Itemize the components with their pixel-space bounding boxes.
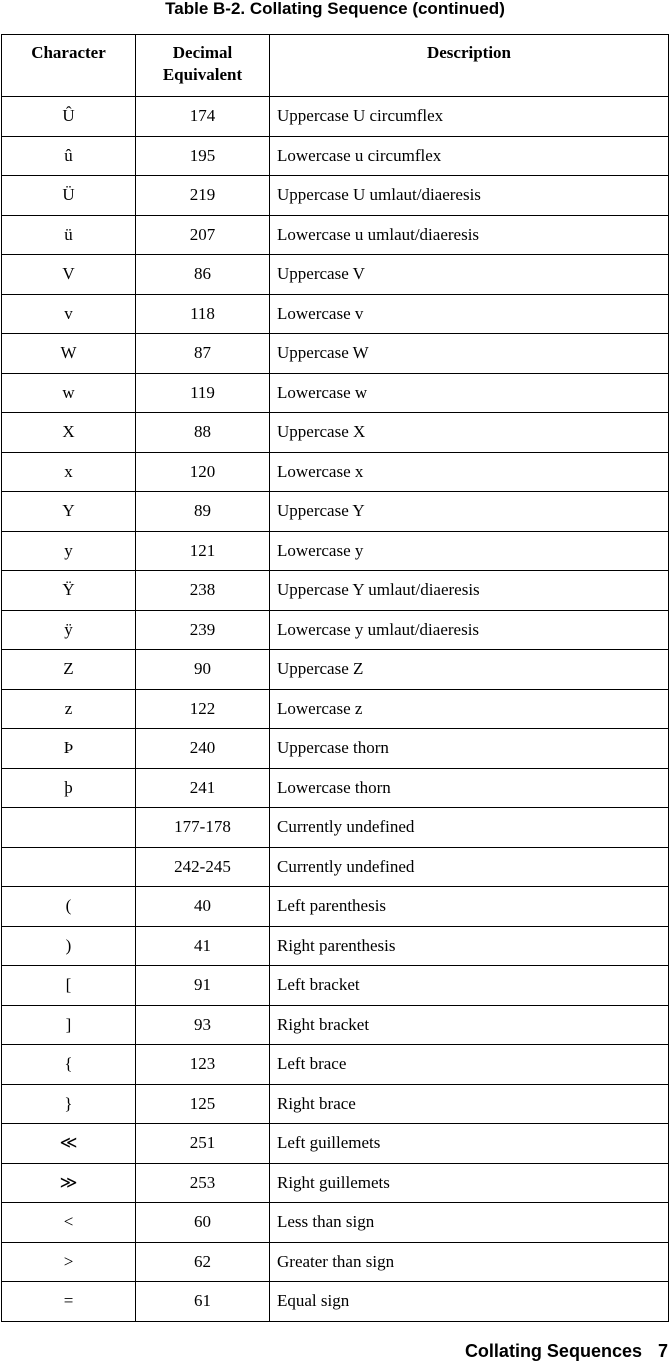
character-cell: }: [2, 1084, 136, 1124]
decimal-cell: 120: [136, 452, 270, 492]
description-cell: Lowercase w: [270, 373, 669, 413]
table-row: [2, 768, 669, 808]
header-character-label: Character: [31, 43, 106, 62]
decimal-cell: 121: [136, 531, 270, 571]
description-cell: Lowercase u umlaut/diaeresis: [270, 215, 669, 255]
character-cell: Þ: [2, 729, 136, 769]
character-cell: Ü: [2, 176, 136, 216]
decimal-cell: 86: [136, 255, 270, 295]
character-cell: Z: [2, 650, 136, 690]
decimal-cell: 195: [136, 136, 270, 176]
character-cell: w: [2, 373, 136, 413]
decimal-cell: 118: [136, 294, 270, 334]
character-cell: Ÿ: [2, 571, 136, 611]
decimal-cell: 251: [136, 1124, 270, 1164]
table-title: Table B-2. Collating Sequence (continued): [165, 0, 505, 18]
description-cell: Right brace: [270, 1084, 669, 1124]
collating-sequence-table: [1, 34, 669, 1322]
page-footer: [465, 1340, 668, 1362]
character-cell: û: [2, 136, 136, 176]
description-cell: Right guillemets: [270, 1163, 669, 1203]
description-cell: Left parenthesis: [270, 887, 669, 927]
table-row: [2, 373, 669, 413]
table-row: [2, 1242, 669, 1282]
table-row: [2, 1124, 669, 1164]
character-cell: x: [2, 452, 136, 492]
decimal-cell: 242-245: [136, 847, 270, 887]
table-row: [2, 689, 669, 729]
table-row: [2, 492, 669, 532]
description-cell: Uppercase U umlaut/diaeresis: [270, 176, 669, 216]
table-row: [2, 1203, 669, 1243]
decimal-cell: 125: [136, 1084, 270, 1124]
header-description: [270, 35, 669, 97]
description-cell: Left guillemets: [270, 1124, 669, 1164]
description-cell: Uppercase Y umlaut/diaeresis: [270, 571, 669, 611]
header-description-label: Description: [426, 43, 512, 62]
table-row: [2, 1005, 669, 1045]
character-cell: {: [2, 1045, 136, 1085]
decimal-cell: 87: [136, 334, 270, 374]
description-cell: Less than sign: [270, 1203, 669, 1243]
decimal-cell: 177-178: [136, 808, 270, 848]
decimal-cell: 88: [136, 413, 270, 453]
table-row: [2, 294, 669, 334]
description-cell: Right bracket: [270, 1005, 669, 1045]
character-cell: z: [2, 689, 136, 729]
table-row: [2, 729, 669, 769]
description-cell: Lowercase z: [270, 689, 669, 729]
character-cell: ÿ: [2, 610, 136, 650]
table-row: [2, 966, 669, 1006]
character-cell: ]: [2, 1005, 136, 1045]
decimal-cell: 119: [136, 373, 270, 413]
description-cell: Uppercase W: [270, 334, 669, 374]
table-header-row: [2, 35, 669, 97]
decimal-cell: 123: [136, 1045, 270, 1085]
description-cell: Right parenthesis: [270, 926, 669, 966]
table-row: [2, 97, 669, 137]
description-cell: Uppercase X: [270, 413, 669, 453]
page-number: 7: [657, 1341, 668, 1361]
decimal-cell: 238: [136, 571, 270, 611]
character-cell: [2, 847, 136, 887]
table-row: [2, 926, 669, 966]
description-cell: Uppercase thorn: [270, 729, 669, 769]
character-cell: <: [2, 1203, 136, 1243]
description-cell: Uppercase V: [270, 255, 669, 295]
table-row: [2, 531, 669, 571]
table-row: [2, 887, 669, 927]
table-row: [2, 136, 669, 176]
description-cell: Left bracket: [270, 966, 669, 1006]
character-cell: Û: [2, 97, 136, 137]
character-cell: ≪: [2, 1124, 136, 1164]
character-cell: >: [2, 1242, 136, 1282]
description-cell: Currently undefined: [270, 808, 669, 848]
table-row: [2, 1282, 669, 1322]
character-cell: ü: [2, 215, 136, 255]
decimal-cell: 41: [136, 926, 270, 966]
character-cell: X: [2, 413, 136, 453]
character-cell: W: [2, 334, 136, 374]
table-row: [2, 255, 669, 295]
description-cell: Lowercase u circumflex: [270, 136, 669, 176]
description-cell: Lowercase thorn: [270, 768, 669, 808]
table-row: [2, 571, 669, 611]
table-row: [2, 176, 669, 216]
table-row: [2, 650, 669, 690]
table-row: [2, 334, 669, 374]
character-cell: v: [2, 294, 136, 334]
decimal-cell: 122: [136, 689, 270, 729]
decimal-cell: 219: [136, 176, 270, 216]
table-row: [2, 808, 669, 848]
decimal-cell: 93: [136, 1005, 270, 1045]
decimal-cell: 40: [136, 887, 270, 927]
decimal-cell: 253: [136, 1163, 270, 1203]
description-cell: Uppercase Y: [270, 492, 669, 532]
header-decimal-line1: Decimal: [172, 43, 233, 62]
character-cell: =: [2, 1282, 136, 1322]
description-cell: Equal sign: [270, 1282, 669, 1322]
table-row: [2, 1163, 669, 1203]
character-cell: V: [2, 255, 136, 295]
header-decimal-line2: Equivalent: [162, 65, 243, 84]
decimal-cell: 91: [136, 966, 270, 1006]
table-row: [2, 215, 669, 255]
table-row: [2, 1045, 669, 1085]
decimal-cell: 239: [136, 610, 270, 650]
character-cell: (: [2, 887, 136, 927]
decimal-cell: 207: [136, 215, 270, 255]
character-cell: þ: [2, 768, 136, 808]
description-cell: Lowercase y: [270, 531, 669, 571]
table-row: [2, 610, 669, 650]
character-cell: y: [2, 531, 136, 571]
character-cell: [: [2, 966, 136, 1006]
description-cell: Uppercase Z: [270, 650, 669, 690]
table-row: [2, 1084, 669, 1124]
character-cell: ): [2, 926, 136, 966]
table-row: [2, 847, 669, 887]
character-cell: ≫: [2, 1163, 136, 1203]
description-cell: Greater than sign: [270, 1242, 669, 1282]
description-cell: Left brace: [270, 1045, 669, 1085]
decimal-cell: 240: [136, 729, 270, 769]
description-cell: Lowercase x: [270, 452, 669, 492]
decimal-cell: 241: [136, 768, 270, 808]
footer-section-title: Collating Sequences: [464, 1341, 642, 1361]
description-cell: Currently undefined: [270, 847, 669, 887]
decimal-cell: 61: [136, 1282, 270, 1322]
table-body: [2, 97, 669, 1322]
table-row: [2, 452, 669, 492]
description-cell: Uppercase U circumflex: [270, 97, 669, 137]
table-row: [2, 413, 669, 453]
header-decimal-equivalent: [136, 35, 270, 97]
decimal-cell: 62: [136, 1242, 270, 1282]
description-cell: Lowercase y umlaut/diaeresis: [270, 610, 669, 650]
decimal-cell: 174: [136, 97, 270, 137]
character-cell: Y: [2, 492, 136, 532]
character-cell: [2, 808, 136, 848]
decimal-cell: 89: [136, 492, 270, 532]
decimal-cell: 90: [136, 650, 270, 690]
header-character: [2, 35, 136, 97]
decimal-cell: 60: [136, 1203, 270, 1243]
description-cell: Lowercase v: [270, 294, 669, 334]
